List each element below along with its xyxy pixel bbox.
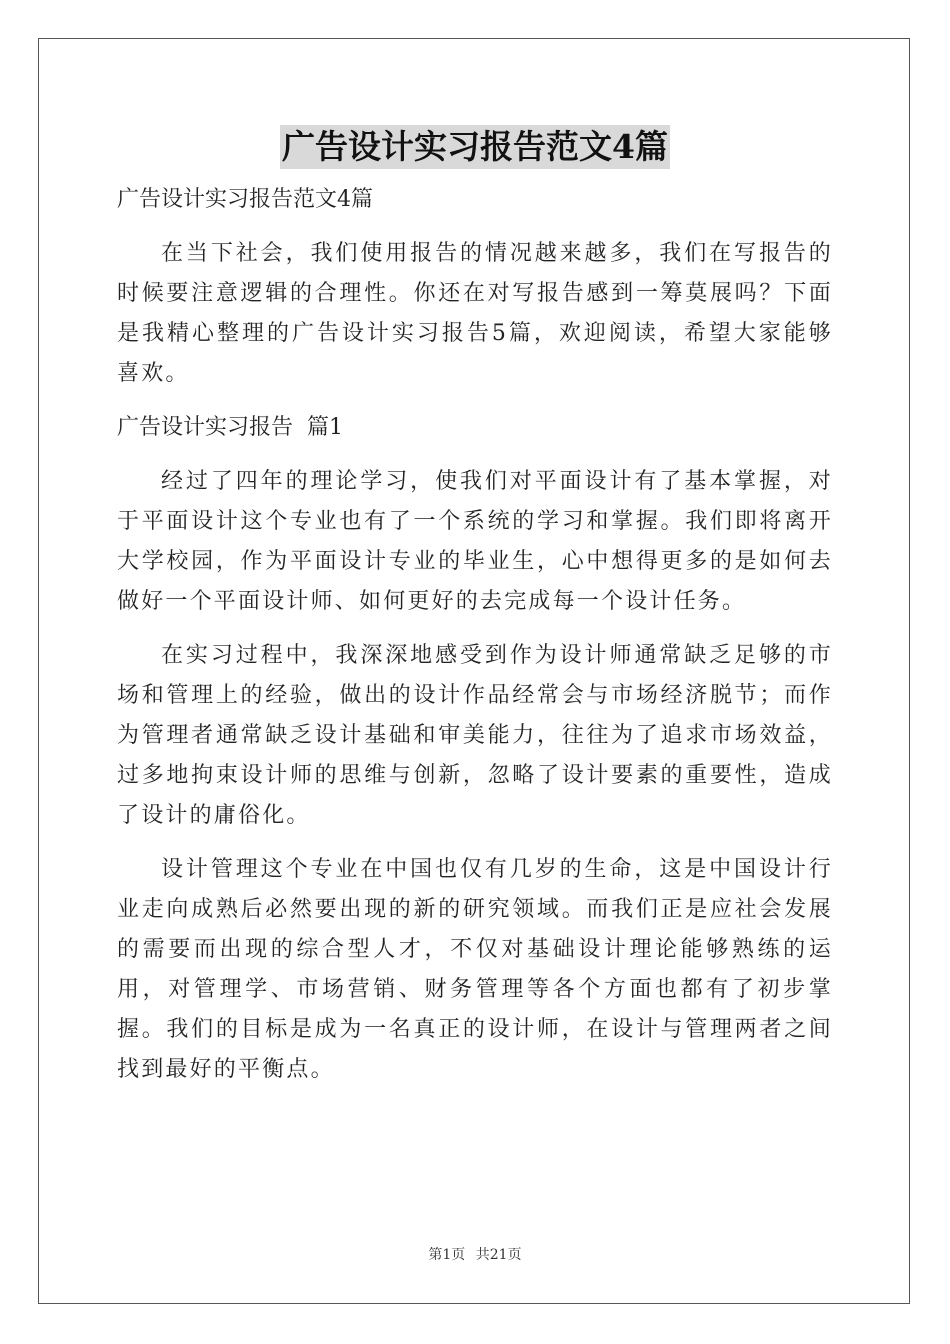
page-footer: [0, 1244, 950, 1264]
total-pages: 共21页: [475, 1247, 522, 1263]
title-area: [0, 125, 950, 169]
body-paragraph-2: 在实习过程中，我深深地感受到作为设计师通常缺乏足够的市场和管理上的经验，做出的设计作品经常会与市场经济脱节；而作为管理者通常缺乏设计基础和审美能力，往往为了追求市场效益，过多地拘束设计师的思维与创新，忽略了设计要素的重要性，造成了设计的庸俗化。: [117, 643, 833, 828]
body-paragraph-3: 设计管理这个专业在中国也仅有几岁的生命，这是中国设计行业走向成熟后必然要出现的新的研究领域。而我们正是应社会发展的需要而出现的综合型人才，不仅对基础设计理论能够熟练的运用，对管理学、市场营销、财务管理等各个方面也都有了初步掌握。我们的目标是成为一名真正的设计师，在设计与管理两者之间找到最好的平衡点。: [117, 857, 833, 1082]
intro-paragraph: 在当下社会，我们使用报告的情况越来越多，我们在写报告的时候要注意逻辑的合理性。你还在对写报告感到一筹莫展吗？下面是我精心整理的广告设计实习报告5篇，欢迎阅读，希望大家能够喜欢。: [117, 241, 833, 386]
document-body: [117, 180, 833, 1104]
body-paragraph-1: 经过了四年的理论学习，使我们对平面设计有了基本掌握，对于平面设计这个专业也有了一个系统的学习和掌握。我们即将离开大学校园，作为平面设计专业的毕业生，心中想得更多的是如何去做好一个平面设计师、如何更好的去完成每一个设计任务。: [117, 469, 833, 614]
document-subtitle: 广告设计实习报告范文4篇: [117, 187, 373, 212]
section-heading: 广告设计实习报告 篇1: [117, 415, 343, 440]
page-number: 第1页: [428, 1247, 466, 1263]
document-title: 广告设计实习报告范文4篇: [280, 125, 670, 169]
